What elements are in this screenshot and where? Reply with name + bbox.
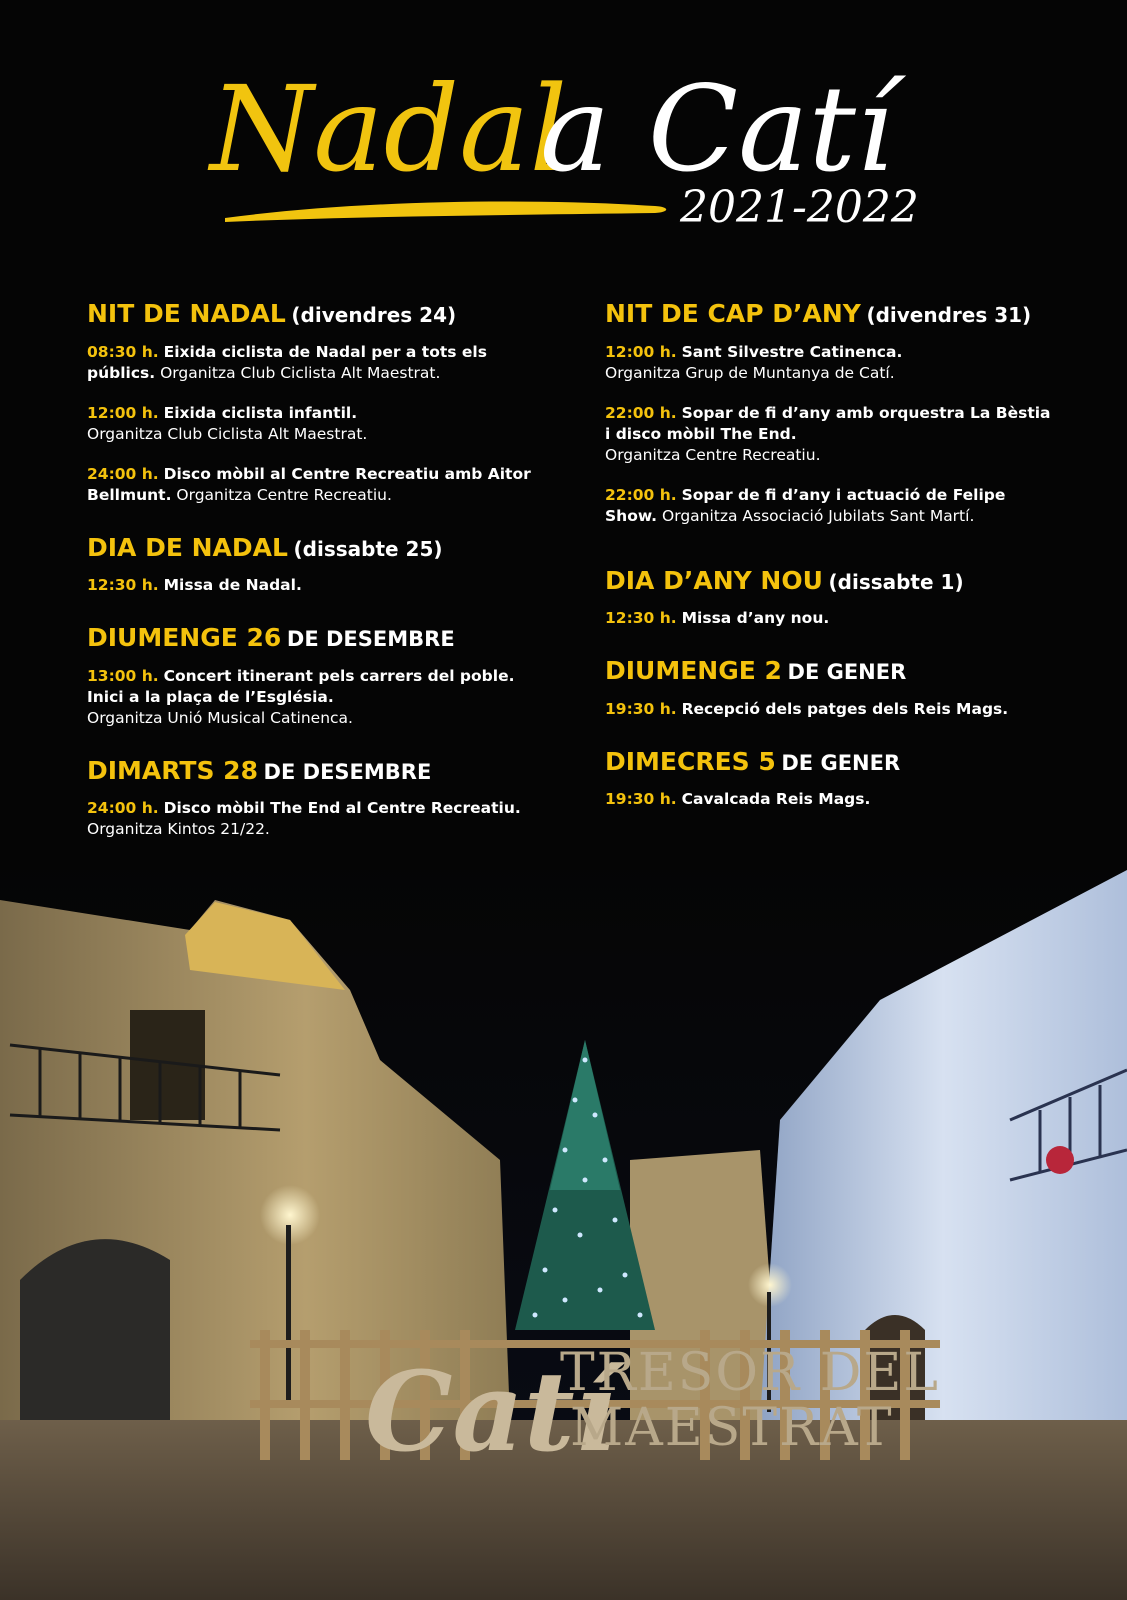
event-time: 13:00 h. bbox=[87, 666, 159, 685]
section-title: DIA D’ANY NOU bbox=[605, 565, 823, 595]
event-item bbox=[87, 342, 542, 384]
event-time: 12:30 h. bbox=[87, 576, 159, 594]
event-organizer: Organitza Associació Jubilats Sant Martí. bbox=[662, 506, 975, 525]
event-description: Sopar de fi d’any amb orquestra La Bèstia i disco mòbil The End. bbox=[605, 403, 1051, 443]
event-time: 08:30 h. bbox=[87, 342, 159, 361]
event-time: 24:00 h. bbox=[87, 464, 159, 483]
event-item bbox=[605, 403, 1060, 466]
event-time: 12:00 h. bbox=[605, 342, 677, 361]
section-month: DE DESEMBRE bbox=[263, 759, 432, 784]
program-right-column bbox=[605, 300, 1060, 838]
event-description: Disco mòbil The End al Centre Recreatiu. bbox=[163, 799, 521, 817]
event-description: Missa de Nadal. bbox=[163, 576, 302, 594]
section-date: (divendres 31) bbox=[866, 303, 1032, 327]
event-time: 12:00 h. bbox=[87, 403, 159, 422]
event-time: 19:30 h. bbox=[605, 790, 677, 808]
event-item bbox=[605, 485, 1060, 527]
section-title: DIMARTS 28 bbox=[87, 755, 258, 785]
section-title: NIT DE CAP D’ANY bbox=[605, 299, 861, 328]
event-organizer: Organitza Kintos 21/22. bbox=[87, 820, 270, 838]
sign-line-2: MAESTRAT bbox=[570, 1398, 894, 1458]
event-organizer: Organitza Club Ciclista Alt Maestrat. bbox=[160, 363, 441, 382]
section-heading bbox=[605, 657, 1060, 685]
event-time: 24:00 h. bbox=[87, 799, 159, 817]
section-month: DE GENER bbox=[781, 750, 901, 775]
title-underline-swash bbox=[225, 202, 666, 222]
poster-title bbox=[200, 30, 920, 240]
section-month: DE DESEMBRE bbox=[286, 627, 455, 651]
event-organizer: Organitza Centre Recreatiu. bbox=[605, 445, 821, 464]
event-item bbox=[87, 403, 542, 445]
program-section bbox=[605, 300, 1060, 527]
sign-script-cati: Catí bbox=[365, 1347, 617, 1476]
title-graphic bbox=[200, 30, 920, 240]
section-date: (dissabte 1) bbox=[828, 569, 964, 594]
section-heading bbox=[87, 757, 542, 785]
section-heading bbox=[605, 567, 1060, 595]
section-date: (divendres 24) bbox=[291, 303, 457, 327]
sign-line-1: TRESOR DEL bbox=[560, 1343, 940, 1403]
event-time: 12:30 h. bbox=[605, 609, 677, 627]
event-organizer: Organitza Club Ciclista Alt Maestrat. bbox=[87, 424, 368, 443]
event-description: Missa d’any nou. bbox=[681, 609, 830, 627]
event-organizer: Organitza Centre Recreatiu. bbox=[176, 485, 392, 504]
section-title: DIMECRES 5 bbox=[605, 746, 776, 776]
program-section bbox=[87, 534, 542, 597]
event-description: Recepció dels patges dels Reis Mags. bbox=[681, 699, 1009, 718]
arched-gate bbox=[20, 1239, 170, 1420]
event-item bbox=[87, 464, 542, 506]
program-section bbox=[87, 624, 542, 729]
section-month: DE GENER bbox=[787, 660, 907, 684]
village-night-photo bbox=[0, 860, 1127, 1600]
event-time: 22:00 h. bbox=[605, 403, 677, 422]
program-section bbox=[87, 757, 542, 841]
village-scene-graphic bbox=[0, 860, 1127, 1600]
section-title: DIUMENGE 2 bbox=[605, 656, 782, 685]
title-a-cati: a Catí bbox=[540, 60, 894, 198]
program-section bbox=[605, 567, 1060, 630]
section-heading bbox=[87, 300, 542, 328]
event-description: Eixida ciclista infantil. bbox=[163, 403, 358, 422]
event-description: Eixida ciclista de Nadal per a tots els públics. bbox=[87, 342, 487, 382]
section-heading bbox=[87, 534, 542, 562]
title-nadal: Nadal bbox=[210, 60, 568, 198]
event-description: Concert itinerant pels carrers del poble. Inici a la plaça de l’Església. bbox=[87, 666, 515, 706]
flower-pot bbox=[1046, 1146, 1074, 1174]
event-item bbox=[605, 699, 1060, 720]
program-section bbox=[605, 748, 1060, 811]
event-time: 22:00 h. bbox=[605, 485, 677, 504]
section-heading bbox=[605, 300, 1060, 328]
section-heading bbox=[87, 624, 542, 652]
event-organizer: Organitza Unió Musical Catinenca. bbox=[87, 708, 353, 727]
event-item bbox=[87, 666, 542, 729]
event-item bbox=[605, 789, 1060, 810]
title-years: 2021-2022 bbox=[680, 182, 919, 233]
event-description: Cavalcada Reis Mags. bbox=[681, 790, 871, 808]
section-title: DIA DE NADAL bbox=[87, 532, 288, 562]
program-section bbox=[87, 300, 542, 506]
program-section bbox=[605, 657, 1060, 720]
program-left-column bbox=[87, 300, 542, 868]
section-title: NIT DE NADAL bbox=[87, 299, 286, 328]
section-date: (dissabte 25) bbox=[293, 536, 443, 561]
event-organizer: Organitza Grup de Muntanya de Catí. bbox=[605, 363, 895, 382]
section-title: DIUMENGE 26 bbox=[87, 623, 282, 652]
event-item bbox=[87, 575, 542, 596]
event-description: Sant Silvestre Catinenca. bbox=[681, 342, 903, 361]
section-heading bbox=[605, 748, 1060, 776]
event-description: Disco mòbil al Centre Recreatiu amb Aitor Bellmunt. bbox=[87, 464, 531, 504]
event-description: Sopar de fi d’any i actuació de Felipe Show. bbox=[605, 485, 1006, 525]
event-time: 19:30 h. bbox=[605, 699, 677, 718]
event-item bbox=[605, 342, 1060, 384]
event-item bbox=[605, 608, 1060, 629]
event-item bbox=[87, 798, 542, 840]
